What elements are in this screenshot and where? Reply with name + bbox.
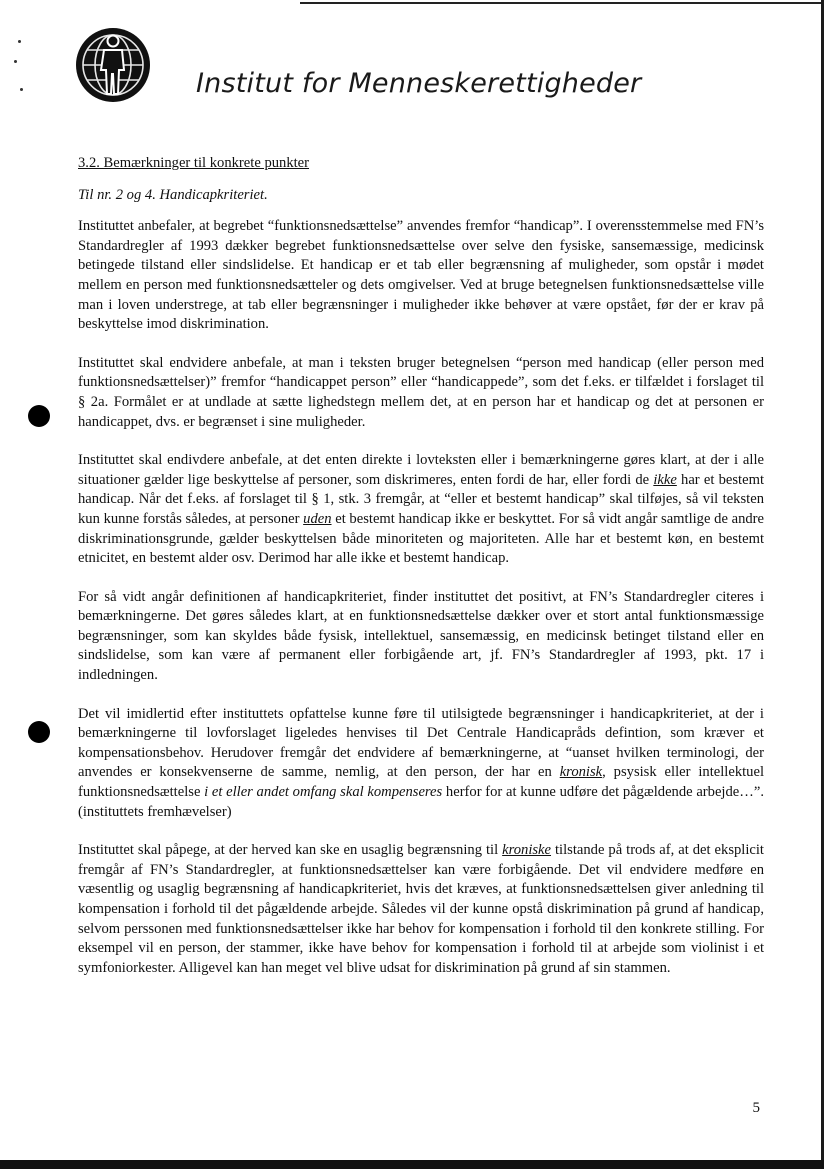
emphasis-uden: uden	[303, 510, 332, 527]
text-run: et bestemt handicap ikke er beskyttet. For så vidt angår samtlige de andre diskriminationsgrunde, gælder beskyttelsen både minoriteten og majoriteten. Alle har et bestemt køn, en bestemt etnicitet, en bestemt alder osv. Derimod har alle ikke et bestemt handicap.	[78, 510, 765, 567]
section-heading: 3.2. Bemærkninger til konkrete punkter	[78, 155, 310, 171]
paragraph-3	[78, 451, 764, 569]
paragraph-6	[78, 841, 764, 978]
text-run: har et bestemt handicap. Når det f.eks. af forslaget til § 1, stk. 3 fremgår, at “eller et bestemt handicap” skal tilføjes, så vil teksten kun kunne forstås således, at personer	[78, 471, 764, 527]
emphasis-kroniske: kroniske	[502, 842, 552, 859]
margin-bullet	[28, 405, 50, 427]
institution-name: Institut for Menneskerettigheder	[196, 68, 642, 99]
subheading: Til nr. 2 og 4. Handicapkriteriet.	[78, 186, 268, 203]
paragraph-4: For så vidt angår definitionen af handicapkriteriet, finder instituttet det positivt, at FN’s Standardregler citeres i bemærkningerne. Det gøres således klart, at en funktionsnedsættelse dækker over et stort antal funktionsmæssige begrænsninger, som kan skyldes både fysisk, intellektuel, sansemæssig, en medicinsk betinget tilstand eller en sindslidelse, som kan være af permanent eller forbigående art, jf. FN’s Standardregler af 1993, pkt. 17 i indledningen.	[78, 588, 764, 684]
emphasis-kronisk: kronisk	[559, 764, 603, 781]
margin-bullet	[28, 721, 50, 743]
document-body	[78, 154, 764, 997]
scan-speck	[18, 40, 21, 43]
scan-speck	[20, 88, 23, 91]
paragraph-5	[78, 705, 764, 823]
paragraph-1: Instituttet anbefaler, at begrebet “funktionsnedsættelse” anvendes fremfor “handicap”. I overensstemmelse med FN’s Standardregler af 1993 dækker begrebet funktionsnedsættelse over selve den fysiske, sansemæssige, medicinsk betingede tilstand eller sindslidelse. Et handicap er et tab eller begrænsning af muligheder, som opstår i mødet mellem en person med funktionsnedsætteler og dets omgivelser. Ved at bruge betegnelsen funktionsnedsættelse ville man i loven understrege, at tab eller begrænsninger i muligheder ikke behøver at være opstået, før der er krav på beskyttelse imod diskrimination.	[78, 218, 764, 333]
scan-edge-top	[300, 2, 824, 4]
text-run: Instituttet skal endivdere anbefale, at det enten direkte i lovteksten eller i bemærkningerne gøres klart, at der i alle situationer gælder lige beskyttelse af personer, som diskrimeres, enten fordi de har, eller fordi de	[78, 452, 764, 488]
scan-edge-bottom	[0, 1160, 824, 1169]
scan-speck	[14, 60, 17, 63]
human-figure-globe-icon	[74, 26, 152, 104]
text-run: tilstande på trods af, at det eksplicit fremgår af FN’s Standardregler, at funktionsnedsættelser kan være forbigående. Det vil endvidere medføre en væsentlig og usaglig begrænsning af handicapkriteriet, hvis det kræves, at funktionsnedsættelsen giver anledning til kompensation i forhold til det pågældende arbejde. Således vil der kunne opstå diskrimination på grund af handicap, selvom perssonen med funktionsnedsættelser ikke har behov for kompensation i forhold til den konkrete stilling. For eksempel vil en person, der stammer, ikke have behov for kompensation i forhold til at arbejde som violinist i et symfoniorkester. Alligevel kan han meget vel blive udsat for diskrimination på grund af sin stammen.	[78, 842, 764, 976]
page-number: 5	[752, 1100, 760, 1116]
text-run: Instituttet skal påpege, at der herved kan ske en usaglig begrænsning til	[78, 842, 503, 859]
emphasis-ikke: ikke	[653, 471, 677, 488]
text-run: herfor for at kunne udføre det pågældende arbejde…”. (instituttets fremhævelser)	[78, 784, 764, 820]
text-run: Det vil imidlertid efter instituttets opfattelse kunne føre til utilsigtede begrænsninger i handicapkriteriet, at der i bemærkningerne til lovforslaget ligeledes henvises til Det Centrale Handicapråds defintion, som kræver et kompensationsbehov. Herudover fremgår det endvidere af bemærkningerne, at “uanset hvilken terminologi, der anvendes er konsekvenserne de samme, nemlig, at den person, der har en	[78, 705, 764, 781]
paragraph-2: Instituttet skal endvidere anbefale, at man i teksten bruger betegnelsen “person med handicap (eller person med funktionsnedsættelser)” fremfor “handicappet person” eller “handicappede”, som det f.eks. er tilfældet i forslaget til § 2a. Formålet er at undlade at sætte lighedstegn mellem det, at en person har et handicap og det at personen er handicappet, dvs. er begrænset i sine muligheder.	[78, 354, 764, 430]
text-run: , psysisk eller intellektuel funktionsnedsættelse	[78, 764, 765, 801]
emphasis-kompenseres: i et eller andet omfang skal kompenseres	[204, 784, 443, 801]
